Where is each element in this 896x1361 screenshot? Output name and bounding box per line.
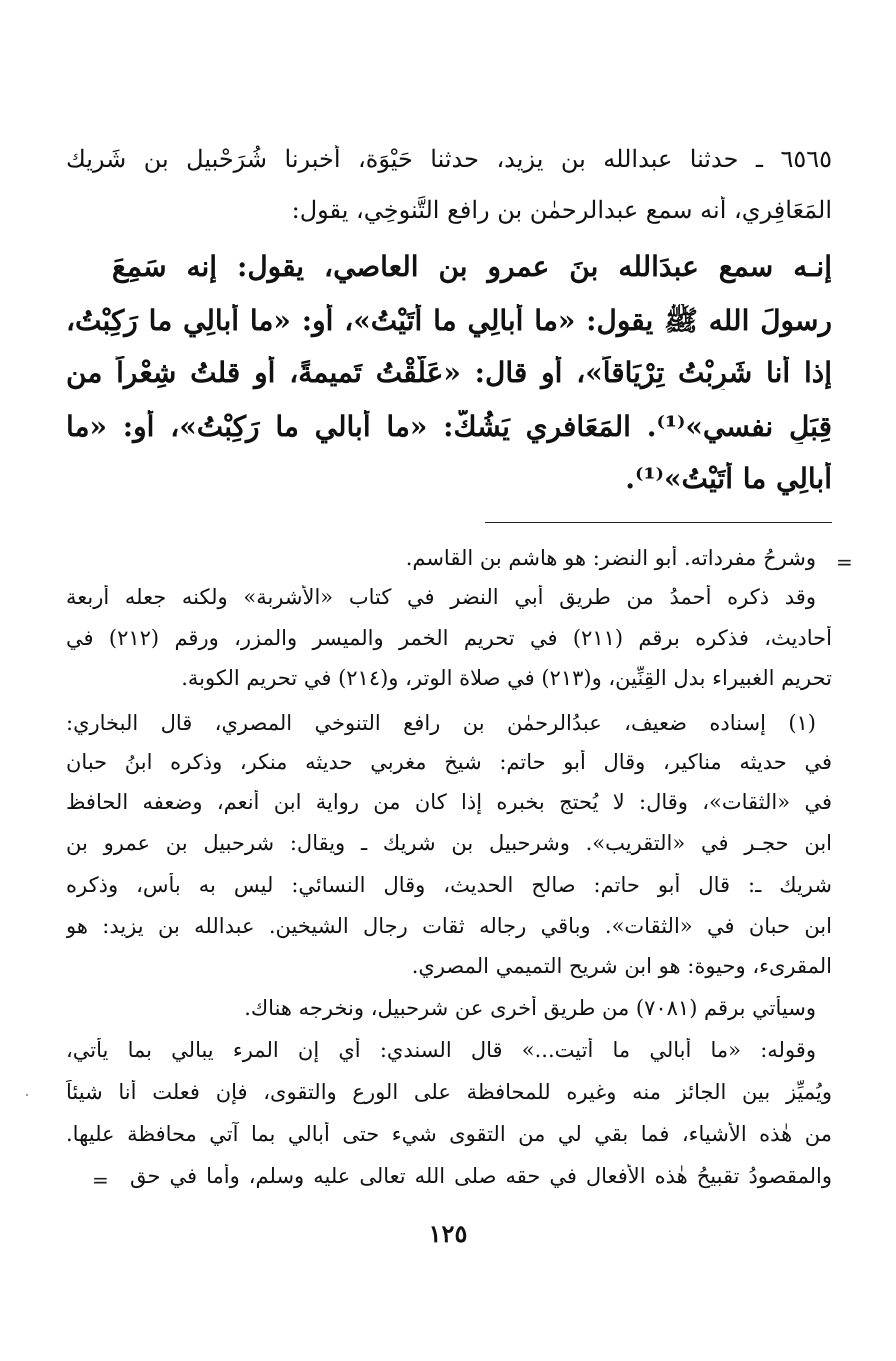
continuation-mark-top: = — [836, 550, 853, 574]
footnote-line-8: ابن حجـر في «التقريب». وشرحبيل بن شريك ـ ويقال: شرحبيل بن عمرو بن — [66, 831, 832, 855]
hadith-matn-line-3: إذا أنا شَرِبْتُ تِرْيَاقاً»، أو قال: «عَلَّقْتُ تَميمةً، أو قلتُ شِعْراً من — [66, 356, 832, 389]
scan-speck — [26, 1094, 28, 1096]
footnote-separator — [485, 522, 832, 523]
footnote-line-14: ويُميِّز بين الجائز منه وغيره للمحافظة على الورع والتقوى، فإن فعلت أنا شيئاً — [66, 1080, 832, 1104]
footnote-line-6: في حديثه مناكير، وقال أبو حاتم: شيخ مغربي حديثه منكر، وذكره ابنُ حبان — [66, 750, 832, 774]
footnote-line-1: وشرحُ مفرداته. أبو النضر: هو هاشم بن القاسم. — [405, 546, 816, 570]
hadith-matn-line-1: إنـه سمع عبدَالله بنَ عمرو بن العاصي، يقول: إنه سَمِعَ — [112, 250, 832, 283]
footnote-line-13: وقوله: «ما أبالي ما أتيت...» قال السندي: أي إن المرء يبالي بما يأتي، — [66, 1038, 816, 1062]
hadith-matn-line-5: أُبالِي ما أَتَيْتُ»⁽¹⁾. — [625, 462, 832, 495]
footnote-line-7: في «الثقات»، وقال: لا يُحتج بخبره إذا كان من رواية ابن أنعم، وضعفه الحافظ — [66, 790, 832, 814]
footnote-line-3: أحاديث، فذكره برقم (٢١١) في تحريم الخمر والميسر والمزر، ورقم (٢١٢) في — [66, 626, 832, 650]
footnote-line-9: شريك ـ: قال أبو حاتم: صالح الحديث، وقال النسائي: ليس به بأس، وذكره — [66, 873, 832, 897]
footnote-line-15: من هٰذه الأشياء، فما بقي لي من التقوى شيء حتى أبالي بما آتي محافظة عليها. — [66, 1122, 832, 1146]
footnote-line-4: تحريم الغبيراء بدل القِنِّين، و(٢١٣) في صلاة الوتر، و(٢١٤) في تحريم الكوبة. — [181, 666, 832, 690]
footnote-line-12: وسيأتي برقم (٧٠٨١) من طريق أخرى عن شرحبيل، ونخرجه هناك. — [244, 996, 816, 1020]
hadith-matn-line-2: رسولَ الله ﷺ يقول: «ما أُبالِي ما أَتَيْتُ»، أو: «ما أُبالِي ما رَكِبْتُ، — [66, 304, 832, 337]
footnote-line-2: وقد ذكره أحمدُ من طريق أبي النضر في كتاب «الأشربة» ولكنه جعله أربعة — [66, 585, 816, 609]
footnote-line-11: المقرىء، وحيوة: هو ابن شريح التميمي المصري. — [411, 954, 832, 978]
hadith-header-line-1: ٦٥٦٥ ـ حدثنا عبدالله بن يزيد، حدثنا حَيْوَة، أخبرنا شُرَحْبيل بن شَريك — [66, 145, 832, 173]
hadith-header-line-2: المَعَافِري، أنه سمع عبدالرحمٰن بن رافع التَّنوخِي، يقول: — [291, 196, 832, 224]
page-number: ١٢٥ — [428, 1219, 468, 1248]
hadith-matn-line-4: قِبَلِ نفسي»⁽¹⁾. المَعَافري يَشُكُّ: «ما أُبالي ما رَكِبْتُ»، أو: «ما — [66, 410, 832, 443]
footnote-line-5: (١) إسناده ضعيف، عبدُالرحمٰن بن رافع التنوخي المصري، قال البخاري: — [66, 711, 816, 735]
footnote-line-16: والمقصودُ تقبيحُ هٰذه الأفعال في حقه صلى الله تعالى عليه وسلم، وأما في حق — [130, 1164, 832, 1188]
continuation-mark-bottom: = — [92, 1168, 109, 1192]
footnote-line-10: ابن حبان في «الثقات». وباقي رجاله ثقات رجال الشيخين. عبدالله بن يزيد: هو — [66, 914, 832, 938]
